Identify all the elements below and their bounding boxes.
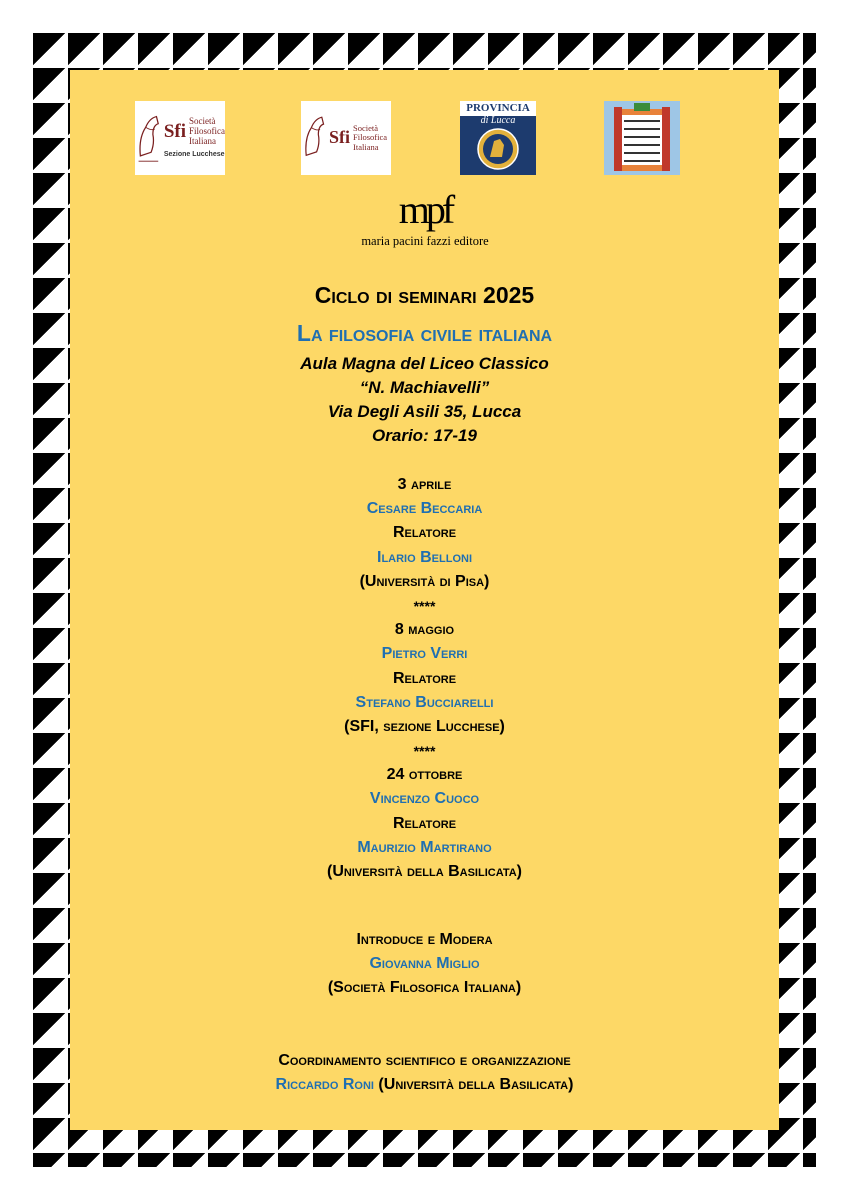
sfi-abbr: Sfi (163, 120, 186, 142)
sfi-abbr: Sfi (329, 127, 351, 148)
venue-line: “N. Machiavelli” (359, 378, 490, 397)
publisher-logo (340, 188, 510, 249)
seminar-topic: Vincenzo Cuoco (369, 790, 480, 808)
moderation-block (70, 928, 779, 1000)
seminar-date: 3 aprile (397, 476, 452, 493)
seminar-role: Relatore (392, 669, 457, 687)
venue-line: Aula Magna del Liceo Classico (300, 354, 549, 373)
sfi-section: Sezione Lucchese (163, 150, 225, 158)
seminar-affiliation: (SFI, sezione Lucchese) (344, 717, 505, 735)
moderation-label: Introduce e Modera (356, 931, 493, 948)
athena-helmet-icon (135, 108, 162, 168)
separator: **** (413, 597, 436, 614)
sfi-line3: Italiana (353, 141, 379, 152)
sfi-line1: Società (189, 116, 216, 127)
seminar-date: 8 maggio (394, 621, 455, 639)
publisher-name: maria pacini fazzi editore (361, 234, 489, 248)
liceo-emblem-logo (604, 101, 680, 175)
moderator-affiliation: (Società Filosofica Italiana) (327, 979, 522, 996)
sfi-lucchese-logo (135, 101, 225, 175)
seminar-affiliation: (Università della Basilicata) (326, 863, 523, 880)
sfi-line2: Filosofica (353, 132, 388, 143)
venue-block (70, 352, 779, 448)
panther-shield-icon (460, 101, 536, 175)
seminar-speaker: Ilario Belloni (377, 548, 472, 566)
venue-line: Orario: 17-19 (372, 426, 477, 445)
athena-helmet-icon (301, 112, 327, 164)
separator: **** (413, 743, 436, 760)
coordinator-name: Riccardo Roni (275, 1076, 374, 1093)
provincia-lucca-logo (460, 101, 536, 175)
seminar-role: Relatore (392, 524, 457, 542)
provincia-label: PROVINCIA (460, 101, 536, 116)
sfi-national-logo (301, 101, 391, 175)
event-title: Ciclo di seminari 2025 (314, 282, 535, 308)
seminar-affiliation: (Università di Pisa) (359, 572, 490, 590)
moderator-name: Giovanna Miglio (369, 955, 480, 972)
sfi-line3: Italiana (189, 136, 216, 147)
sfi-line2: Filosofica (189, 126, 225, 137)
sfi-line1: Società (353, 122, 379, 133)
seminar-speaker: Maurizio Martirano (357, 838, 492, 856)
seminar-role: Relatore (392, 814, 457, 832)
coordination-credit (70, 1073, 779, 1097)
seminar-schedule (70, 473, 779, 884)
tower-emblem-icon (604, 101, 680, 175)
event-subtitle: La filosofia civile italiana (296, 320, 553, 346)
seminar-topic: Cesare Beccaria (366, 500, 483, 518)
publisher-mark: mpf (398, 187, 452, 232)
seminar-topic: Pietro Verri (381, 645, 468, 663)
coordination-label: Coordinamento scientifico e organizzazione (278, 1052, 571, 1069)
seminar-date: 24 ottobre (386, 766, 463, 784)
coordination-block (70, 1049, 779, 1097)
seminar-speaker: Stefano Bucciarelli (355, 693, 494, 711)
venue-line: Via Degli Asili 35, Lucca (327, 402, 522, 421)
coordinator-affiliation: (Università della Basilicata) (373, 1076, 574, 1093)
provincia-sublabel: di Lucca (480, 115, 516, 126)
